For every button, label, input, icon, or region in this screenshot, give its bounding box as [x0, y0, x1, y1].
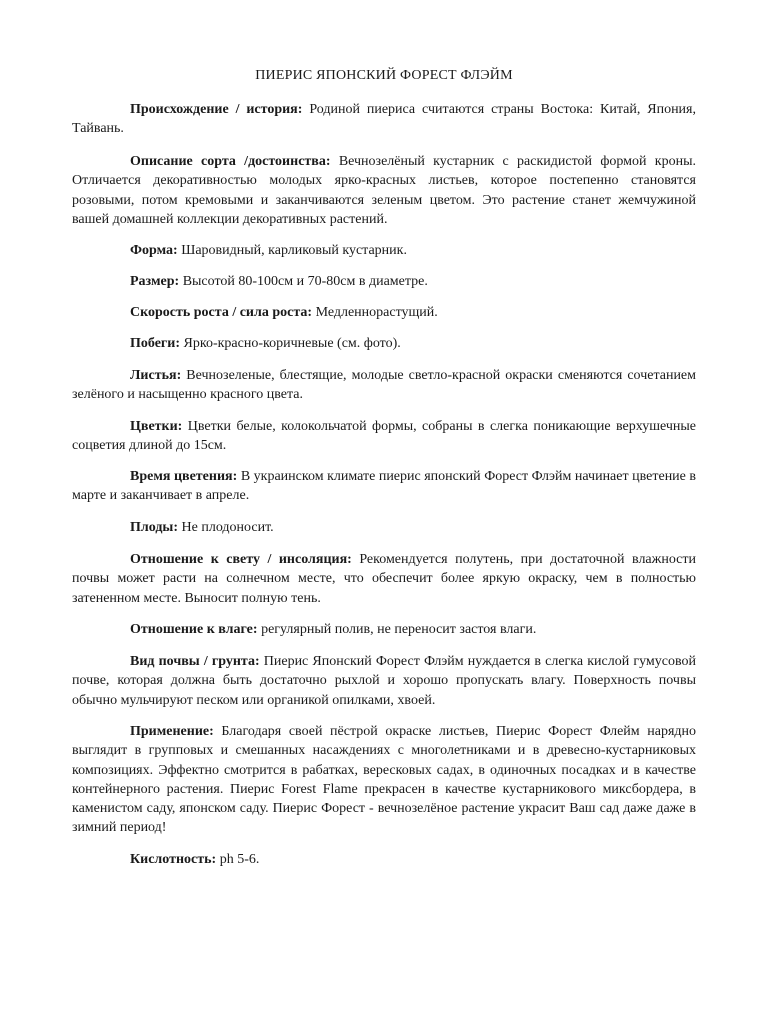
section-text: В украинском климате пиерис японский Форест Флэйм начинает цветение в марте и заканчивает в апреле. [72, 469, 697, 504]
section-shape [72, 241, 696, 260]
section-label: Время цветения: [130, 469, 238, 484]
section-label: Размер: [130, 274, 180, 289]
section-label: Описание сорта /достоинства: [130, 154, 331, 169]
section-growth-rate [72, 303, 696, 322]
section-text: Рекомендуется полутень, при достаточной влажности почвы может расти на солнечном месте, что обеспечит более яркую окраску, чем в полностью затененном месте. Выносит полную тень. [72, 552, 696, 606]
section-text: Ярко-красно-коричневые (см. фото). [183, 336, 401, 351]
section-text: Не плодоносит. [181, 520, 274, 535]
section-size [72, 272, 696, 291]
section-flowers [72, 417, 696, 456]
section-text: Пиерис Японский Форест Флэйм нуждается в слегка кислой гумусовой почве, которая должна быть достаточно рыхлой и хорошо пропускать влагу. Поверхность почвы обычно мульчируют песком или органикой опилками, хвоей. [72, 654, 697, 708]
section-text: Вечнозелёный кустарник с раскидистой формой кроны. Отличается декоративностью молодых ярко-красных листьев, которое постепенно становятся розовыми, потом кремовыми и заканчиваются зеленым цветом. Это растение станет жемчужиной вашей домашней коллекции декоративных растений. [72, 154, 697, 227]
section-text: Шаровидный, карликовый кустарник. [181, 243, 407, 258]
section-label: Применение: [130, 724, 214, 739]
section-text: Цветки белые, колокольчатой формы, собраны в слегка поникающие верхушечные соцветия длиной до 15см. [72, 419, 697, 454]
section-moisture [72, 620, 696, 639]
section-text: Благодаря своей пёстрой окраске листьев, Пиерис Форест Флейм нарядно выглядит в групповых и смешанных насаждениях с многолетниками и в древесно-кустарниковых композициях. Эффектно смотрится в рабатках, вересковых садах, в одиночных посадках и в качестве контейнерного растения. Пиерис Forest Flame прекрасен в качестве кустарникового миксбордера, в каменистом саду, японском саду. Пиерис Форест - вечнозелёное растение украсит Ваш сад даже даже в зимний период! [72, 724, 697, 836]
section-label: Кислотность: [130, 852, 217, 867]
section-label: Листья: [130, 368, 182, 383]
section-label: Отношение к свету / инсоляция: [130, 552, 352, 567]
section-soil [72, 652, 696, 710]
section-text: Родиной пиериса считаются страны Востока: Китай, Япония, Тайвань. [72, 102, 696, 137]
section-light [72, 550, 696, 608]
section-text: Высотой 80-100см и 70-80см в диаметре. [182, 274, 428, 289]
section-fruits [72, 518, 696, 537]
section-label: Отношение к влаге: [130, 622, 258, 637]
section-shoots [72, 334, 696, 353]
section-bloom-time [72, 467, 696, 506]
section-text: ph 5-6. [219, 852, 260, 867]
section-label: Форма: [130, 243, 178, 258]
section-label: Вид почвы / грунта: [130, 654, 260, 669]
document-title: ПИЕРИС ЯПОНСКИЙ ФОРЕСТ ФЛЭЙМ [255, 68, 513, 83]
section-label: Цветки: [130, 419, 183, 434]
section-text: Медленнорастущий. [315, 305, 438, 320]
section-description [72, 152, 696, 229]
section-label: Побеги: [130, 336, 181, 351]
section-origin [72, 100, 696, 139]
section-acidity [72, 850, 696, 869]
section-leaves [72, 366, 696, 405]
section-text: Вечнозеленые, блестящие, молодые светло-красной окраски сменяются сочетанием зелёного и насыщенно красного цвета. [72, 368, 697, 403]
section-usage [72, 722, 696, 838]
section-label: Скорость роста / сила роста: [130, 305, 313, 320]
section-label: Происхождение / история: [130, 102, 303, 117]
section-text: регулярный полив, не переносит застоя влаги. [261, 622, 537, 637]
section-label: Плоды: [130, 520, 179, 535]
